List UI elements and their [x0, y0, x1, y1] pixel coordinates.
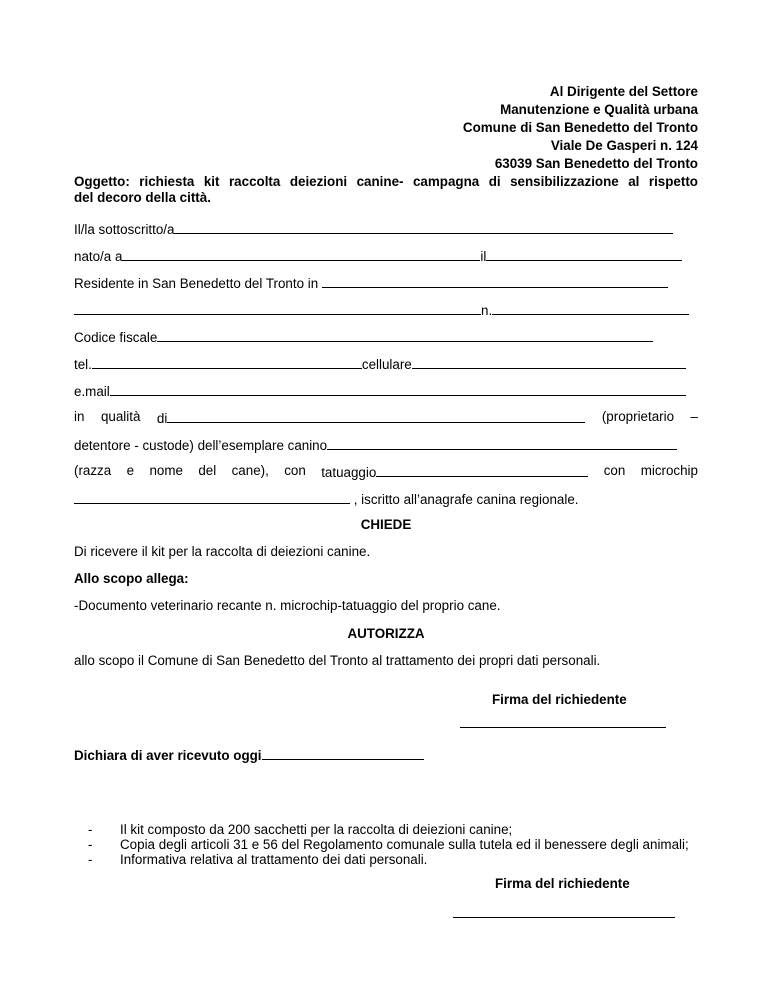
phone-row [74, 355, 698, 373]
razza-word: (razza [74, 463, 112, 478]
recipient-line: Al Dirigente del Settore [549, 84, 698, 99]
recipient-address [463, 83, 698, 173]
list-item [74, 822, 698, 837]
qualita-row [74, 409, 698, 427]
razza-word: del [198, 463, 217, 478]
microchip-field[interactable] [74, 490, 350, 504]
email-label: e.mail [74, 384, 110, 399]
list-item [74, 837, 698, 852]
recipient-line: Manutenzione e Qualità urbana [500, 102, 698, 117]
qualita-field[interactable] [167, 409, 585, 423]
signature-line-1[interactable] [460, 727, 666, 728]
subject-word: canine- [356, 174, 404, 189]
dichiara-label: Dichiara di aver ricevuto oggi [74, 748, 262, 763]
street-field[interactable] [74, 301, 481, 315]
street-number-field[interactable] [492, 301, 689, 315]
tel-label: tel. [74, 357, 92, 372]
tatuaggio-field[interactable] [376, 463, 588, 477]
proprietario-label: (proprietario [601, 409, 675, 424]
razza-word: cane), [231, 463, 269, 478]
birth-date-field[interactable] [486, 247, 682, 261]
tatuaggio-group [321, 463, 588, 481]
signature-label-1: Firma del richiedente [492, 692, 627, 707]
microchip-word: con [603, 463, 626, 478]
subject-word: richiesta [139, 174, 195, 189]
qualita-word-group [157, 409, 585, 427]
proprietario-dash: – [690, 409, 698, 424]
codice-fiscale-label: Codice fiscale [74, 330, 158, 345]
razza-word: con [284, 463, 306, 478]
nato-label: nato/a a [74, 249, 123, 264]
razza-word: tatuaggio [321, 465, 377, 480]
list-item-text: Copia degli articoli 31 e 56 del Regolamento comunale sulla tutela ed il benessere degli animali; [120, 837, 689, 852]
sottoscritto-row [74, 220, 698, 238]
signature-label-2: Firma del richiedente [495, 876, 630, 891]
subject-word: campagna [412, 174, 480, 189]
subject-word: raccolta [228, 174, 281, 189]
subject-line-1 [74, 174, 698, 190]
signature-line-2[interactable] [453, 917, 675, 918]
detentore-row [74, 436, 698, 454]
il-label: il [480, 249, 487, 264]
subject-word: sensibilizzazione [510, 174, 619, 189]
sottoscritto-label: Il/la sottoscritto/a [74, 222, 175, 237]
codice-fiscale-row [74, 328, 698, 346]
razza-word: e [126, 463, 135, 478]
cellulare-label: cellulare [361, 357, 412, 372]
list-item-text: Informativa relativa al trattamento dei dati personali. [120, 852, 428, 867]
codice-fiscale-field[interactable] [157, 328, 653, 342]
qualita-word: in [74, 409, 85, 424]
list-item-dash: - [88, 822, 93, 837]
recipient-line: 63039 San Benedetto del Tronto [494, 156, 698, 171]
residence-row [74, 274, 698, 292]
address-row [74, 301, 698, 319]
cellulare-field[interactable] [412, 355, 686, 369]
tel-field[interactable] [92, 355, 362, 369]
email-row [74, 382, 698, 400]
recipient-line: Comune di San Benedetto del Tronto [462, 120, 698, 135]
iscritto-label: , iscritto all’anagrafe canina regionale. [350, 492, 579, 507]
autorizza-text: allo scopo il Comune di San Benedetto del Tronto al trattamento dei propri dati personali. [74, 653, 601, 668]
residence-field[interactable] [322, 274, 668, 288]
recipient-line: Viale De Gasperi n. 124 [550, 138, 698, 153]
birth-row [74, 247, 698, 265]
microchip-row [74, 490, 698, 508]
subject-word: rispetto [648, 174, 698, 189]
list-item-dash: - [88, 852, 93, 867]
subject-word: kit [203, 174, 220, 189]
sottoscritto-field[interactable] [174, 220, 673, 234]
subject-word: Oggetto: [74, 174, 130, 189]
microchip-word: microchip [640, 463, 698, 478]
detentore-label: detentore - custode) dell’esemplare canino [74, 438, 328, 453]
received-date-field[interactable] [262, 746, 424, 760]
list-item [74, 852, 698, 867]
qualita-word: di [156, 411, 168, 426]
subject-line-2: del decoro della città. [74, 190, 211, 205]
allega-text: -Documento veterinario recante n. microchip-tatuaggio del proprio cane. [74, 598, 501, 613]
breed-field[interactable] [327, 436, 677, 450]
razza-row [74, 463, 698, 481]
numero-label: n. [481, 303, 493, 318]
subject-word: deiezioni [289, 174, 348, 189]
birth-place-field[interactable] [122, 247, 480, 261]
razza-word: nome [149, 463, 183, 478]
list-item-dash: - [88, 837, 93, 852]
subject-word: al [628, 174, 640, 189]
residente-label: Residente in San Benedetto del Tronto in [74, 276, 319, 291]
email-field[interactable] [110, 382, 686, 396]
chiede-text: Di ricevere il kit per la raccolta di deiezioni canine. [74, 544, 371, 559]
received-items-list [74, 822, 698, 867]
chiede-heading: CHIEDE [360, 517, 412, 532]
subject-word: di [488, 174, 501, 189]
list-item-text: Il kit composto da 200 sacchetti per la raccolta di deiezioni canine; [120, 822, 513, 837]
qualita-word: qualità [100, 409, 141, 424]
dichiara-row [74, 746, 698, 764]
autorizza-heading: AUTORIZZA [347, 626, 425, 641]
allega-heading: Allo scopo allega: [74, 571, 189, 586]
